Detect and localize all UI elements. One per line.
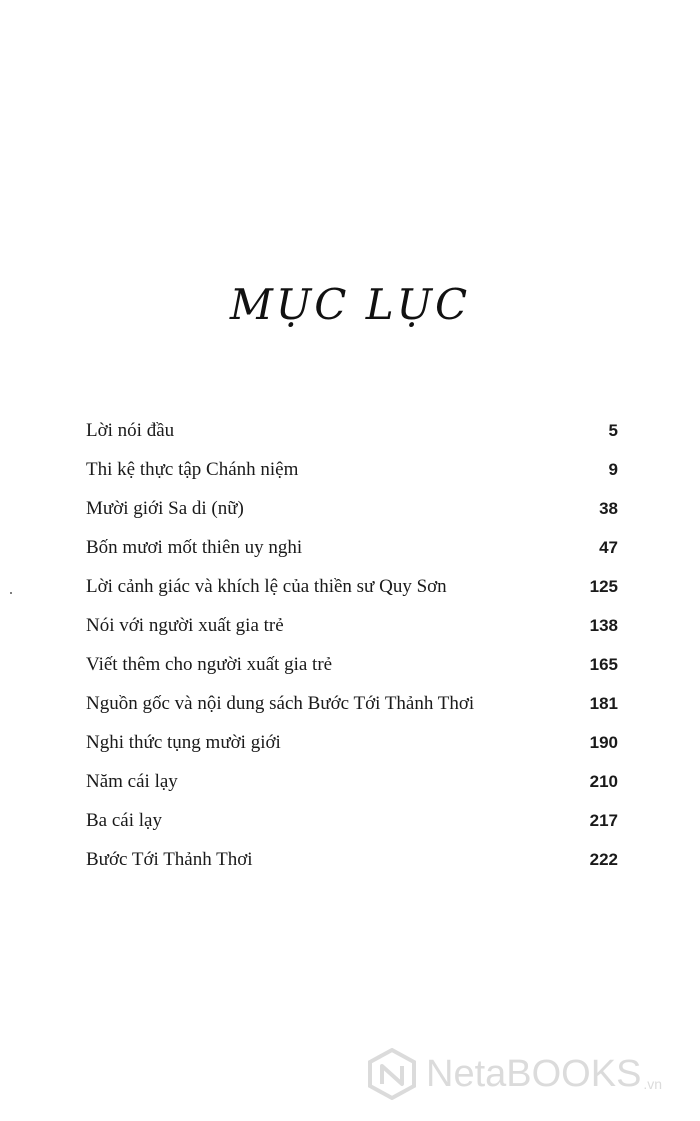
toc-entry: [86, 693, 618, 732]
page-title: MỤC LỤC: [229, 280, 471, 329]
toc-entry-label: Ba cái lạy: [86, 810, 162, 831]
toc-entry-page: 165: [589, 655, 618, 674]
toc-entry: [86, 732, 618, 771]
toc-entry-page: 217: [589, 811, 618, 830]
toc-entry-label: Lời nói đầu: [86, 420, 175, 441]
toc-entry-page: 210: [589, 772, 618, 791]
toc-entry: [86, 615, 618, 654]
toc-entry: [86, 420, 618, 459]
neta-logo-icon: [366, 1048, 418, 1100]
toc-entry-label: Nói với người xuất gia trẻ: [86, 615, 284, 636]
toc-entry-label: Năm cái lạy: [86, 771, 178, 792]
watermark-suffix: .vn: [643, 1076, 663, 1092]
toc-entry-label: Bước Tới Thảnh Thơi: [86, 849, 253, 870]
toc-entry: [86, 771, 618, 810]
toc-entry: [86, 654, 618, 693]
toc-entry-page: 38: [599, 499, 618, 518]
toc-entry: [86, 537, 618, 576]
dust-speck: [10, 592, 12, 594]
watermark-text: NetaBOOKS: [426, 1052, 642, 1095]
toc-entry-page: 5: [608, 421, 618, 440]
toc-entry-page: 222: [589, 850, 618, 869]
toc-entry-label: Bốn mươi mốt thiên uy nghi: [86, 537, 303, 558]
table-of-contents: [86, 420, 618, 888]
toc-entry: [86, 498, 618, 537]
toc-entry-label: Nghi thức tụng mười giới: [86, 732, 281, 753]
toc-entry-label: Viết thêm cho người xuất gia trẻ: [86, 654, 333, 675]
toc-entry: [86, 849, 618, 888]
toc-entry-page: 181: [589, 694, 618, 713]
toc-entry-label: Lời cảnh giác và khích lệ của thiền sư Quy Sơn: [86, 576, 447, 597]
toc-entry-page: 47: [599, 538, 618, 557]
toc-entry-label: Mười giới Sa di (nữ): [86, 498, 244, 519]
toc-entry-page: 138: [589, 616, 618, 635]
toc-entry-page: 9: [608, 460, 618, 479]
toc-entry-label: Nguồn gốc và nội dung sách Bước Tới Thảnh Thơi: [86, 693, 475, 714]
toc-entry-page: 125: [589, 577, 618, 596]
toc-entry-label: Thi kệ thực tập Chánh niệm: [86, 459, 299, 480]
toc-entry: [86, 810, 618, 849]
toc-entry: [86, 459, 618, 498]
toc-entry-page: 190: [589, 733, 618, 752]
watermark: [366, 1048, 662, 1100]
toc-entry: [86, 576, 618, 615]
